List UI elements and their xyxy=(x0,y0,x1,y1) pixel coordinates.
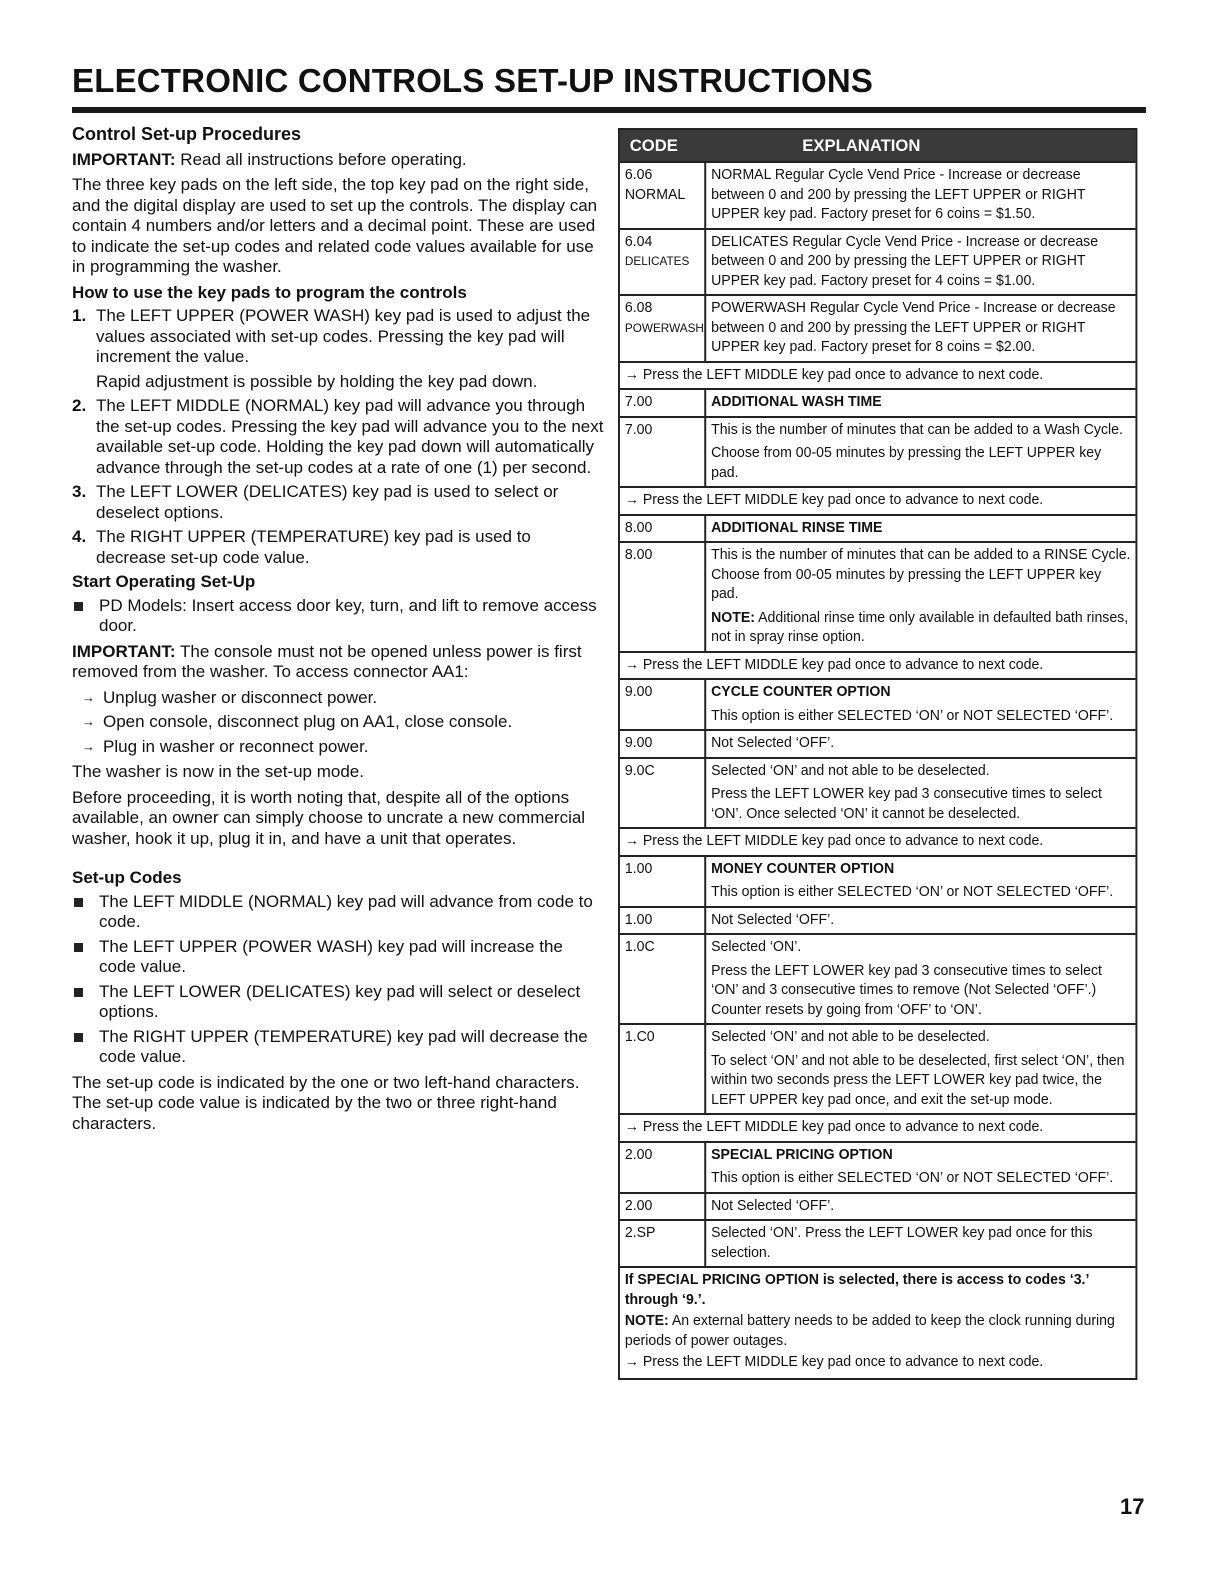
bullet-text: The LEFT MIDDLE (NORMAL) key pad will advance from code to code. xyxy=(99,891,593,931)
explanation-cell: CYCLE COUNTER OPTION This option is either SELECTED ‘ON’ or NOT SELECTED ‘OFF’. xyxy=(706,680,1135,729)
table-header xyxy=(620,130,1135,161)
important-note xyxy=(72,150,604,171)
table-row xyxy=(620,1192,1135,1220)
explanation-cell: SPECIAL PRICING OPTION This option is either SELECTED ‘ON’ or NOT SELECTED ‘OFF’. xyxy=(706,1143,1135,1192)
setup-code-table xyxy=(618,128,1137,1380)
step-item xyxy=(72,396,604,478)
arrow-icon: → xyxy=(82,689,95,705)
explanation-cell: MONEY COUNTER OPTION This option is either SELECTED ‘ON’ or NOT SELECTED ‘OFF’. xyxy=(706,857,1135,906)
step-text: The RIGHT UPPER (TEMPERATURE) key pad is used to decrease set-up code value. xyxy=(96,527,531,567)
code-cell: 2.SP xyxy=(620,1221,706,1266)
code-cell: 9.00 xyxy=(620,680,706,729)
code-cell: 6.06 NORMAL xyxy=(620,163,706,228)
explanation-cell: This is the number of minutes that can be added to a RINSE Cycle. Choose from 00-05 minutes by pressing the LEFT UPPER key pad. NOTE: Additional rinse time only available in defaulted bath rinses, not in spray rinse option. xyxy=(711,547,1131,645)
pd-bullet-list xyxy=(72,596,604,637)
code-cell: 2.00 xyxy=(620,1143,706,1192)
list-item xyxy=(72,737,604,758)
code-cell: 9.00 xyxy=(620,731,706,757)
footer-bold-text: If SPECIAL PRICING OPTION is selected, there is access to codes ‘3.’ through ‘9.’. xyxy=(624,1272,1089,1308)
special-pricing-footer xyxy=(620,1266,1135,1378)
square-bullet-icon xyxy=(74,898,83,907)
important-text: Read all instructions before operating. xyxy=(175,149,467,169)
step-subtext: Rapid adjustment is possible by holding the key pad down. xyxy=(96,371,538,391)
code-cell: 8.00 xyxy=(620,516,706,542)
table-row xyxy=(620,1219,1135,1266)
bullet-text: PD Models: Insert access door key, turn, and lift to remove access door. xyxy=(99,595,597,635)
option-title: SPECIAL PRICING OPTION xyxy=(711,1146,893,1163)
table-row xyxy=(620,757,1135,828)
advance-instruction: → Press the LEFT MIDDLE key pad once to advance to next code. xyxy=(620,827,1135,855)
explanation-cell: Not Selected ‘OFF’. xyxy=(711,911,835,928)
step-text: The LEFT LOWER (DELICATES) key pad is used to select or deselect options. xyxy=(96,482,559,522)
explanation-cell: NORMAL Regular Cycle Vend Price - Increase or decrease between 0 and 200 by pressing the LEFT UPPER or RIGHT UPPER key pad. Factory preset for 6 coins = $1.50. xyxy=(711,167,1086,222)
table-row xyxy=(620,388,1135,416)
code-cell: 6.08 POWERWASH xyxy=(620,296,706,361)
bullet-text: The LEFT UPPER (POWER WASH) key pad will increase the code value. xyxy=(99,936,563,976)
subheading-keypads: How to use the key pads to program the controls xyxy=(72,282,467,302)
arrow-icon: → xyxy=(82,738,95,754)
note-label: NOTE: xyxy=(711,609,755,626)
setup-mode-paragraph: The washer is now in the set-up mode. xyxy=(72,762,364,781)
table-row xyxy=(620,541,1135,651)
code-cell: 1.C0 xyxy=(620,1025,706,1113)
table-row xyxy=(620,678,1135,729)
table-row xyxy=(620,514,1135,542)
advance-instruction: → Press the LEFT MIDDLE key pad once to advance to next code. xyxy=(620,486,1135,514)
explanation-cell: POWERWASH Regular Cycle Vend Price - Increase or decrease between 0 and 200 by pressing the LEFT UPPER or RIGHT UPPER key pad. Factory preset for 8 coins = $2.00. xyxy=(711,300,1116,355)
table-row xyxy=(620,906,1135,934)
advance-instruction: → Press the LEFT MIDDLE key pad once to advance to next code. xyxy=(620,651,1135,679)
subheading-start: Start Operating Set-Up xyxy=(72,572,256,591)
list-item xyxy=(72,892,604,933)
list-item xyxy=(72,982,604,1023)
header-code: CODE xyxy=(629,135,678,155)
page-title: ELECTRONIC CONTROLS SET-UP INSTRUCTIONS xyxy=(72,62,874,99)
table-row xyxy=(620,1023,1135,1113)
code-cell: 9.0C xyxy=(620,759,706,828)
table-row xyxy=(620,228,1135,295)
list-item xyxy=(72,1027,604,1068)
intro-paragraph: The three key pads on the left side, the top key pad on the right side, and the digital display are used to set up the controls. The display can contain 4 numbers and/or letters and a decimal point. These are used to indicate the set-up codes and related code values available for use in programming the washer. xyxy=(72,175,598,276)
table-row xyxy=(620,161,1135,228)
step-number: 4. xyxy=(72,527,87,546)
option-title: MONEY COUNTER OPTION xyxy=(711,860,895,877)
arrow-text: Open console, disconnect plug on AA1, close console. xyxy=(103,712,513,731)
code-indication-paragraph: The set-up code is indicated by the one or two left-hand characters. The set-up code value is indicated by the two or three right-hand characters. xyxy=(72,1072,580,1133)
arrow-text: Unplug washer or disconnect power. xyxy=(103,687,378,707)
explanation-cell: Selected ‘ON’ and not able to be deselected. Press the LEFT LOWER key pad 3 consecutive times to select ‘ON’. Once selected ‘ON’ it cannot be deselected. xyxy=(711,762,1102,822)
square-bullet-icon xyxy=(74,988,83,997)
arrow-icon: → xyxy=(82,714,95,729)
advance-instruction: → Press the LEFT MIDDLE key pad once to advance to next code. xyxy=(620,361,1135,389)
code-cell: 1.0C xyxy=(620,935,706,1023)
square-bullet-icon xyxy=(74,943,83,952)
table-row xyxy=(620,416,1135,487)
section-heading: Control Set-up Procedures xyxy=(72,124,302,144)
important-note-console xyxy=(72,642,604,683)
explanation-cell: Not Selected ‘OFF’. xyxy=(711,1197,835,1214)
square-bullet-icon xyxy=(74,1033,83,1042)
code-bullet-list xyxy=(72,892,604,1068)
important-label: IMPORTANT: xyxy=(72,641,176,661)
bullet-text: The LEFT LOWER (DELICATES) key pad will select or deselect options. xyxy=(99,981,581,1021)
arrow-step-list xyxy=(72,688,604,758)
header-explanation: EXPLANATION xyxy=(802,135,921,155)
code-cell: 7.00 xyxy=(620,390,706,416)
option-title: ADDITIONAL WASH TIME xyxy=(711,394,882,410)
code-cell: 2.00 xyxy=(620,1194,706,1220)
option-title: ADDITIONAL RINSE TIME xyxy=(711,519,883,536)
explanation-cell: DELICATES Regular Cycle Vend Price - Increase or decrease between 0 and 200 by pressing the LEFT UPPER or RIGHT UPPER key pad. Factory preset for 4 coins = $1.00. xyxy=(711,233,1099,289)
page-number: 17 xyxy=(1120,1494,1145,1519)
explanation-cell: Selected ‘ON’. Press the LEFT LOWER key pad once for this selection. xyxy=(711,1225,1093,1261)
table-row xyxy=(620,1141,1135,1192)
table-row xyxy=(620,855,1135,906)
step-text: The LEFT UPPER (POWER WASH) key pad is used to adjust the values associated with set-up codes. Pressing the key pad will increment the value. xyxy=(96,306,591,366)
proceeding-paragraph: Before proceeding, it is worth noting that, despite all of the options available, an owner can simply choose to uncrate a new commercial washer, hook it up, plug it in, and have a unit that operates. xyxy=(72,787,586,848)
important-label: IMPORTANT: xyxy=(72,149,176,169)
step-item xyxy=(72,482,604,523)
square-bullet-icon xyxy=(74,602,83,611)
explanation-cell: Selected ‘ON’ and not able to be deselected. To select ‘ON’ and not able to be deselected, first select ‘ON’, then within two seconds press the LEFT LOWER key pad twice, the LEFT UPPER key pad once, and exit the set-up mode. xyxy=(711,1029,1125,1108)
list-item xyxy=(72,937,604,978)
explanation-cell: Selected ‘ON’. Press the LEFT LOWER key pad 3 consecutive times to select ‘ON’ and 3 consecutive times to remove (Not Selected ‘OFF’.) Counter resets by going from ‘OFF’ to ‘ON’. xyxy=(711,939,1102,1018)
list-item xyxy=(72,688,604,709)
step-item xyxy=(72,527,604,568)
explanation-cell: This is the number of minutes that can be added to a Wash Cycle. Choose from 00-05 minutes by pressing the LEFT UPPER key pad. xyxy=(711,421,1123,481)
option-title: CYCLE COUNTER OPTION xyxy=(711,684,891,700)
code-cell: 6.04 DELICATES xyxy=(620,230,706,295)
table-row xyxy=(620,294,1135,361)
code-cell: 1.00 xyxy=(620,908,706,934)
explanation-cell: Not Selected ‘OFF’. xyxy=(711,735,835,751)
table-row xyxy=(620,729,1135,757)
bullet-text: The RIGHT UPPER (TEMPERATURE) key pad will decrease the code value. xyxy=(99,1026,588,1066)
list-item xyxy=(72,712,604,733)
advance-instruction: → Press the LEFT MIDDLE key pad once to advance to next code. xyxy=(624,1354,1044,1370)
step-text: The LEFT MIDDLE (NORMAL) key pad will advance you through the set-up codes. Pressing the key pad will advance you to the next available set-up code. Holding the key pad down will automatically advance through the set-up codes at a rate of one (1) per second. xyxy=(96,396,604,477)
keypad-steps xyxy=(72,306,604,568)
code-cell: 7.00 xyxy=(620,418,706,487)
advance-instruction: → Press the LEFT MIDDLE key pad once to advance to next code. xyxy=(620,1113,1135,1141)
title-rule xyxy=(72,107,1146,113)
step-number: 1. xyxy=(72,306,87,325)
step-number: 2. xyxy=(72,396,87,415)
list-item xyxy=(72,596,604,637)
important-text: The console must not be opened unless power is first removed from the washer. To access connector AA1: xyxy=(72,641,582,681)
code-cell: 8.00 xyxy=(620,543,706,651)
step-number: 3. xyxy=(72,482,87,501)
table-row xyxy=(620,933,1135,1023)
step-item xyxy=(72,306,604,392)
footer-note: NOTE: An external battery needs to be added to keep the clock running during periods of power outages. xyxy=(624,1313,1115,1349)
left-column xyxy=(72,124,604,1139)
code-cell: 1.00 xyxy=(620,857,706,906)
subheading-setup-codes: Set-up Codes xyxy=(72,868,182,887)
note-label: NOTE: xyxy=(624,1313,669,1329)
arrow-text: Plug in washer or reconnect power. xyxy=(103,736,369,756)
